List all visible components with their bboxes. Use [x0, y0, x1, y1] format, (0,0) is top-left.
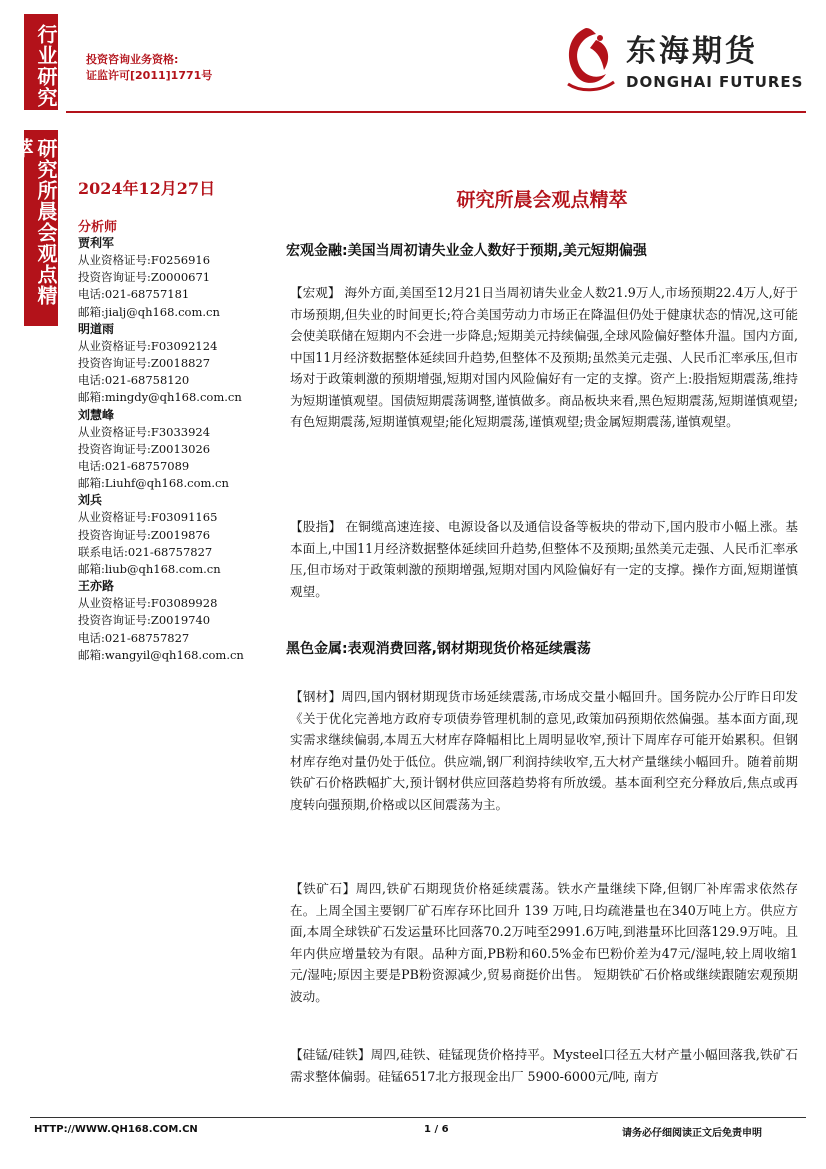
analyst-block — [78, 235, 273, 321]
analyst-heading: 分析师 — [78, 220, 118, 235]
logo-chinese-name: 东海期货 — [626, 34, 758, 69]
analyst-name: 刘兵 — [78, 493, 103, 508]
analyst-block — [78, 492, 273, 578]
footer-divider — [30, 1117, 806, 1118]
sidebar-top-label: 行业研究 — [24, 14, 58, 110]
analyst-block — [78, 321, 273, 407]
analyst-detail: 投资咨询证号:Z0000671 — [78, 270, 211, 285]
qualification-line1: 投资咨询业务资格: — [86, 53, 179, 66]
stock-index-paragraph: 【股指】 在铜缆高速连接、电源设备以及通信设备等板块的带动下,国内股市小幅上涨。基本面上,中国11月经济数据整体延续回升趋势,但整体不及预期;虽然美元走强、人民币汇率承压,但市场对于政策刺激的预期增强,短期对国内风险偏好有一定的支撑。操作方面,短期谨慎观望。 — [290, 519, 798, 599]
analyst-email[interactable]: 邮箱:mingdy@qh168.com.cn — [78, 390, 242, 405]
analyst-block — [78, 407, 273, 493]
steel-paragraph: 【钢材】周四,国内钢材期现货市场延续震荡,市场成交量小幅回升。国务院办公厅昨日印发《关于优化完善地方政府专项债券管理机制的意见,政策加码预期依然偏强。基本面方面,现实需求继续偏弱,本周五大材库存降幅相比上周明显收窄,预计下周库存可能开始累积。但钢材库存绝对量仍处于低位。供应端,钢厂利润持续收窄,五大材产量继续小幅回升。随着前期铁矿石价格跌幅扩大,预计钢材供应回落趋势将有所放缓。基本面利空充分释放后,焦点或再度转向强预期,价格或以区间震荡为主。 — [290, 689, 798, 812]
analyst-email[interactable]: 邮箱:Liuhf@qh168.com.cn — [78, 476, 229, 491]
iron-ore-paragraph: 【铁矿石】周四,铁矿石期现货价格延续震荡。铁水产量继续下降,但钢厂补库需求依然存在。上周全国主要钢厂矿石库存环比回升 139 万吨,日均疏港量也在340万吨上方。供应方面,本周全球铁矿石发运量环比回落70.2万吨至2991.6万吨,到港量环比回落129.9万吨。且年内供应增量较为有限。品种方面,PB粉和60.5%金布巴粉价差为47元/湿吨,较上周收缩1元/湿吨;原因主要是PB粉资源减少,贸易商挺价出售。 短期铁矿石价格或继续跟随宏观预期波动。 — [290, 881, 798, 1004]
analyst-email[interactable]: 邮箱:jialj@qh168.com.cn — [78, 304, 220, 319]
analyst-detail: 投资咨询证号:Z0013026 — [78, 441, 211, 456]
analyst-detail: 电话:021-68757089 — [78, 459, 190, 474]
analyst-detail: 投资咨询证号:Z0019876 — [78, 527, 211, 542]
analyst-detail: 投资咨询证号:Z0018827 — [78, 356, 211, 371]
footer-url-link[interactable]: HTTP://WWW.QH168.COM.CN — [34, 1124, 198, 1135]
analyst-name: 明道雨 — [78, 321, 115, 336]
analyst-detail: 电话:021-68758120 — [78, 373, 190, 388]
analyst-detail: 从业资格证号:F03092124 — [78, 338, 218, 353]
ferroalloy-paragraph: 【硅锰/硅铁】周四,硅铁、硅锰现货价格持平。Mysteel口径五大材产量小幅回落我,铁矿石需求整体偏弱。硅锰6517北方报现金出厂 5900-6000元/吨, 南方 — [290, 1047, 798, 1084]
analyst-block — [78, 578, 273, 664]
qualification-line2: 证监许可[2011]1771号 — [86, 69, 213, 82]
dragon-emblem-icon — [556, 18, 622, 98]
analyst-detail: 联系电话:021-68757827 — [78, 544, 213, 559]
macro-section-heading: 宏观金融:美国当周初请失业金人数好于预期,美元短期偏强 — [286, 243, 647, 259]
report-title: 研究所晨会观点精萃 — [456, 189, 628, 211]
analyst-list — [78, 235, 273, 664]
analyst-detail: 电话:021-68757181 — [78, 287, 190, 302]
company-logo — [556, 18, 806, 98]
report-date: 2024年12月27日 — [78, 179, 216, 198]
page-number: 1 / 6 — [424, 1124, 449, 1135]
analyst-detail: 从业资格证号:F03089928 — [78, 596, 218, 611]
black-metal-section-heading: 黑色金属:表观消费回落,钢材期现货价格延续震荡 — [286, 641, 591, 657]
footer-disclaimer: 请务必仔细阅读正文后免责申明 — [622, 1128, 762, 1139]
analyst-detail: 投资咨询证号:Z0019740 — [78, 613, 211, 628]
analyst-name: 刘慧峰 — [78, 407, 115, 422]
analyst-detail: 从业资格证号:F03091165 — [78, 510, 218, 525]
macro-paragraph: 【宏观】 海外方面,美国至12月21日当周初请失业金人数21.9万人,市场预期22.4万人,好于市场预期,但失业的时间更长;符合美国劳动力市场正在降温但仍处于健康状态的情况,这可能会使美联储在短期内不会进一步降息;短期美元持续偏强,全球风险偏好整体升温。国内方面,中国11月经济数据整体延续回升趋势,但整体不及预期;虽然美元走强、人民币汇率承压,但市场对于政策刺激的预期增强,短期对国内风险偏好有一定的支撑。资产上:股指短期震荡,维持为短期谨慎观望。国债短期震荡调整,谨慎做多。商品板块来看,黑色短期震荡,短期谨慎观望;有色短期震荡,短期谨慎观望;能化短期震荡,谨慎观望;贵金属短期震荡,谨慎观望。 — [290, 285, 798, 429]
analyst-detail: 电话:021-68757827 — [78, 630, 190, 645]
analyst-name: 贾利军 — [78, 236, 115, 250]
analyst-name: 王亦路 — [78, 579, 115, 594]
sidebar-bottom-label: 研究所晨会观点精萃 — [24, 130, 58, 326]
analyst-detail: 从业资格证号:F0256916 — [78, 253, 211, 267]
header-divider — [66, 111, 806, 113]
analyst-email[interactable]: 邮箱:liub@qh168.com.cn — [78, 562, 221, 577]
analyst-detail: 从业资格证号:F3033924 — [78, 424, 211, 439]
logo-english-name: DONGHAI FUTURES — [626, 73, 804, 91]
analyst-email[interactable]: 邮箱:wangyil@qh168.com.cn — [78, 647, 244, 662]
